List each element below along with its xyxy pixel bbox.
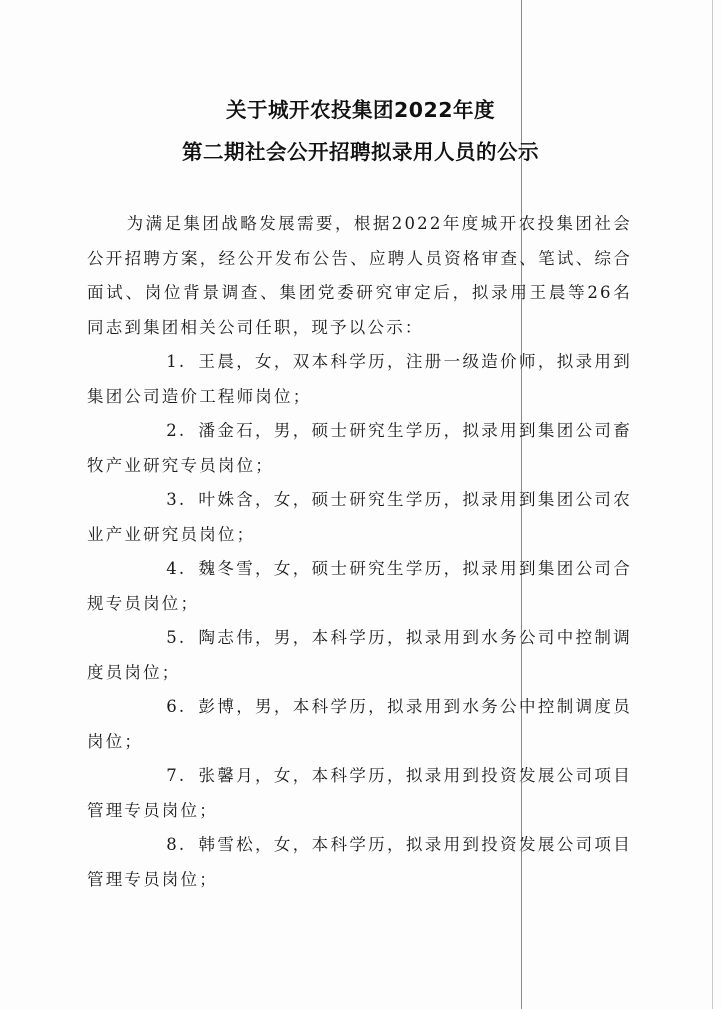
- list-item: [87, 345, 632, 414]
- intro-paragraph: 为满足集团战略发展需要，根据2022年度城开农投集团社会公开招聘方案，经公开发布公告、应聘人员资格审查、笔试、综合面试、岗位背景调查、集团党委研究审定后，拟录用王晨等26名同志到集团相关公司任职，现予以公示：: [87, 214, 632, 337]
- list-item: [87, 414, 632, 483]
- item-text: 叶姝含，女，硕士研究生学历，拟录用到集团公司农业产业研究员岗位；: [87, 490, 632, 544]
- item-number: 8.: [166, 835, 187, 854]
- list-item: [87, 621, 632, 690]
- item-number: 1.: [166, 352, 187, 371]
- list-item: [87, 828, 632, 897]
- item-number: 7.: [166, 766, 187, 785]
- list-item: [87, 483, 632, 552]
- item-text: 王晨，女，双本科学历，注册一级造价师，拟录用到集团公司造价工程师岗位；: [87, 352, 632, 406]
- item-text: 陶志伟，男，本科学历，拟录用到水务公司中控制调度员岗位；: [87, 628, 632, 682]
- item-number: 6.: [166, 697, 187, 716]
- item-text: 魏冬雪，女，硕士研究生学历，拟录用到集团公司合规专员岗位；: [87, 559, 632, 613]
- item-number: 4.: [166, 559, 187, 578]
- list-item: [87, 552, 632, 621]
- document-body: [87, 207, 632, 897]
- item-text: 韩雪松，女，本科学历，拟录用到投资发展公司项目管理专员岗位；: [87, 835, 632, 889]
- item-text: 彭博，男，本科学历，拟录用到水务公中控制调度员岗位；: [87, 697, 632, 751]
- item-number: 2.: [166, 421, 187, 440]
- document-title-line-1: 关于城开农投集团2022年度: [225, 98, 496, 122]
- document-title-line-2: 第二期社会公开招聘拟录用人员的公示: [182, 140, 539, 164]
- item-text: 潘金石，男，硕士研究生学历，拟录用到集团公司畜牧产业研究专员岗位；: [87, 421, 632, 475]
- list-item: [87, 690, 632, 759]
- item-number: 5.: [166, 628, 187, 647]
- list-item: [87, 759, 632, 828]
- item-text: 张馨月，女，本科学历，拟录用到投资发展公司项目管理专员岗位；: [87, 766, 632, 820]
- item-number: 3.: [166, 490, 187, 509]
